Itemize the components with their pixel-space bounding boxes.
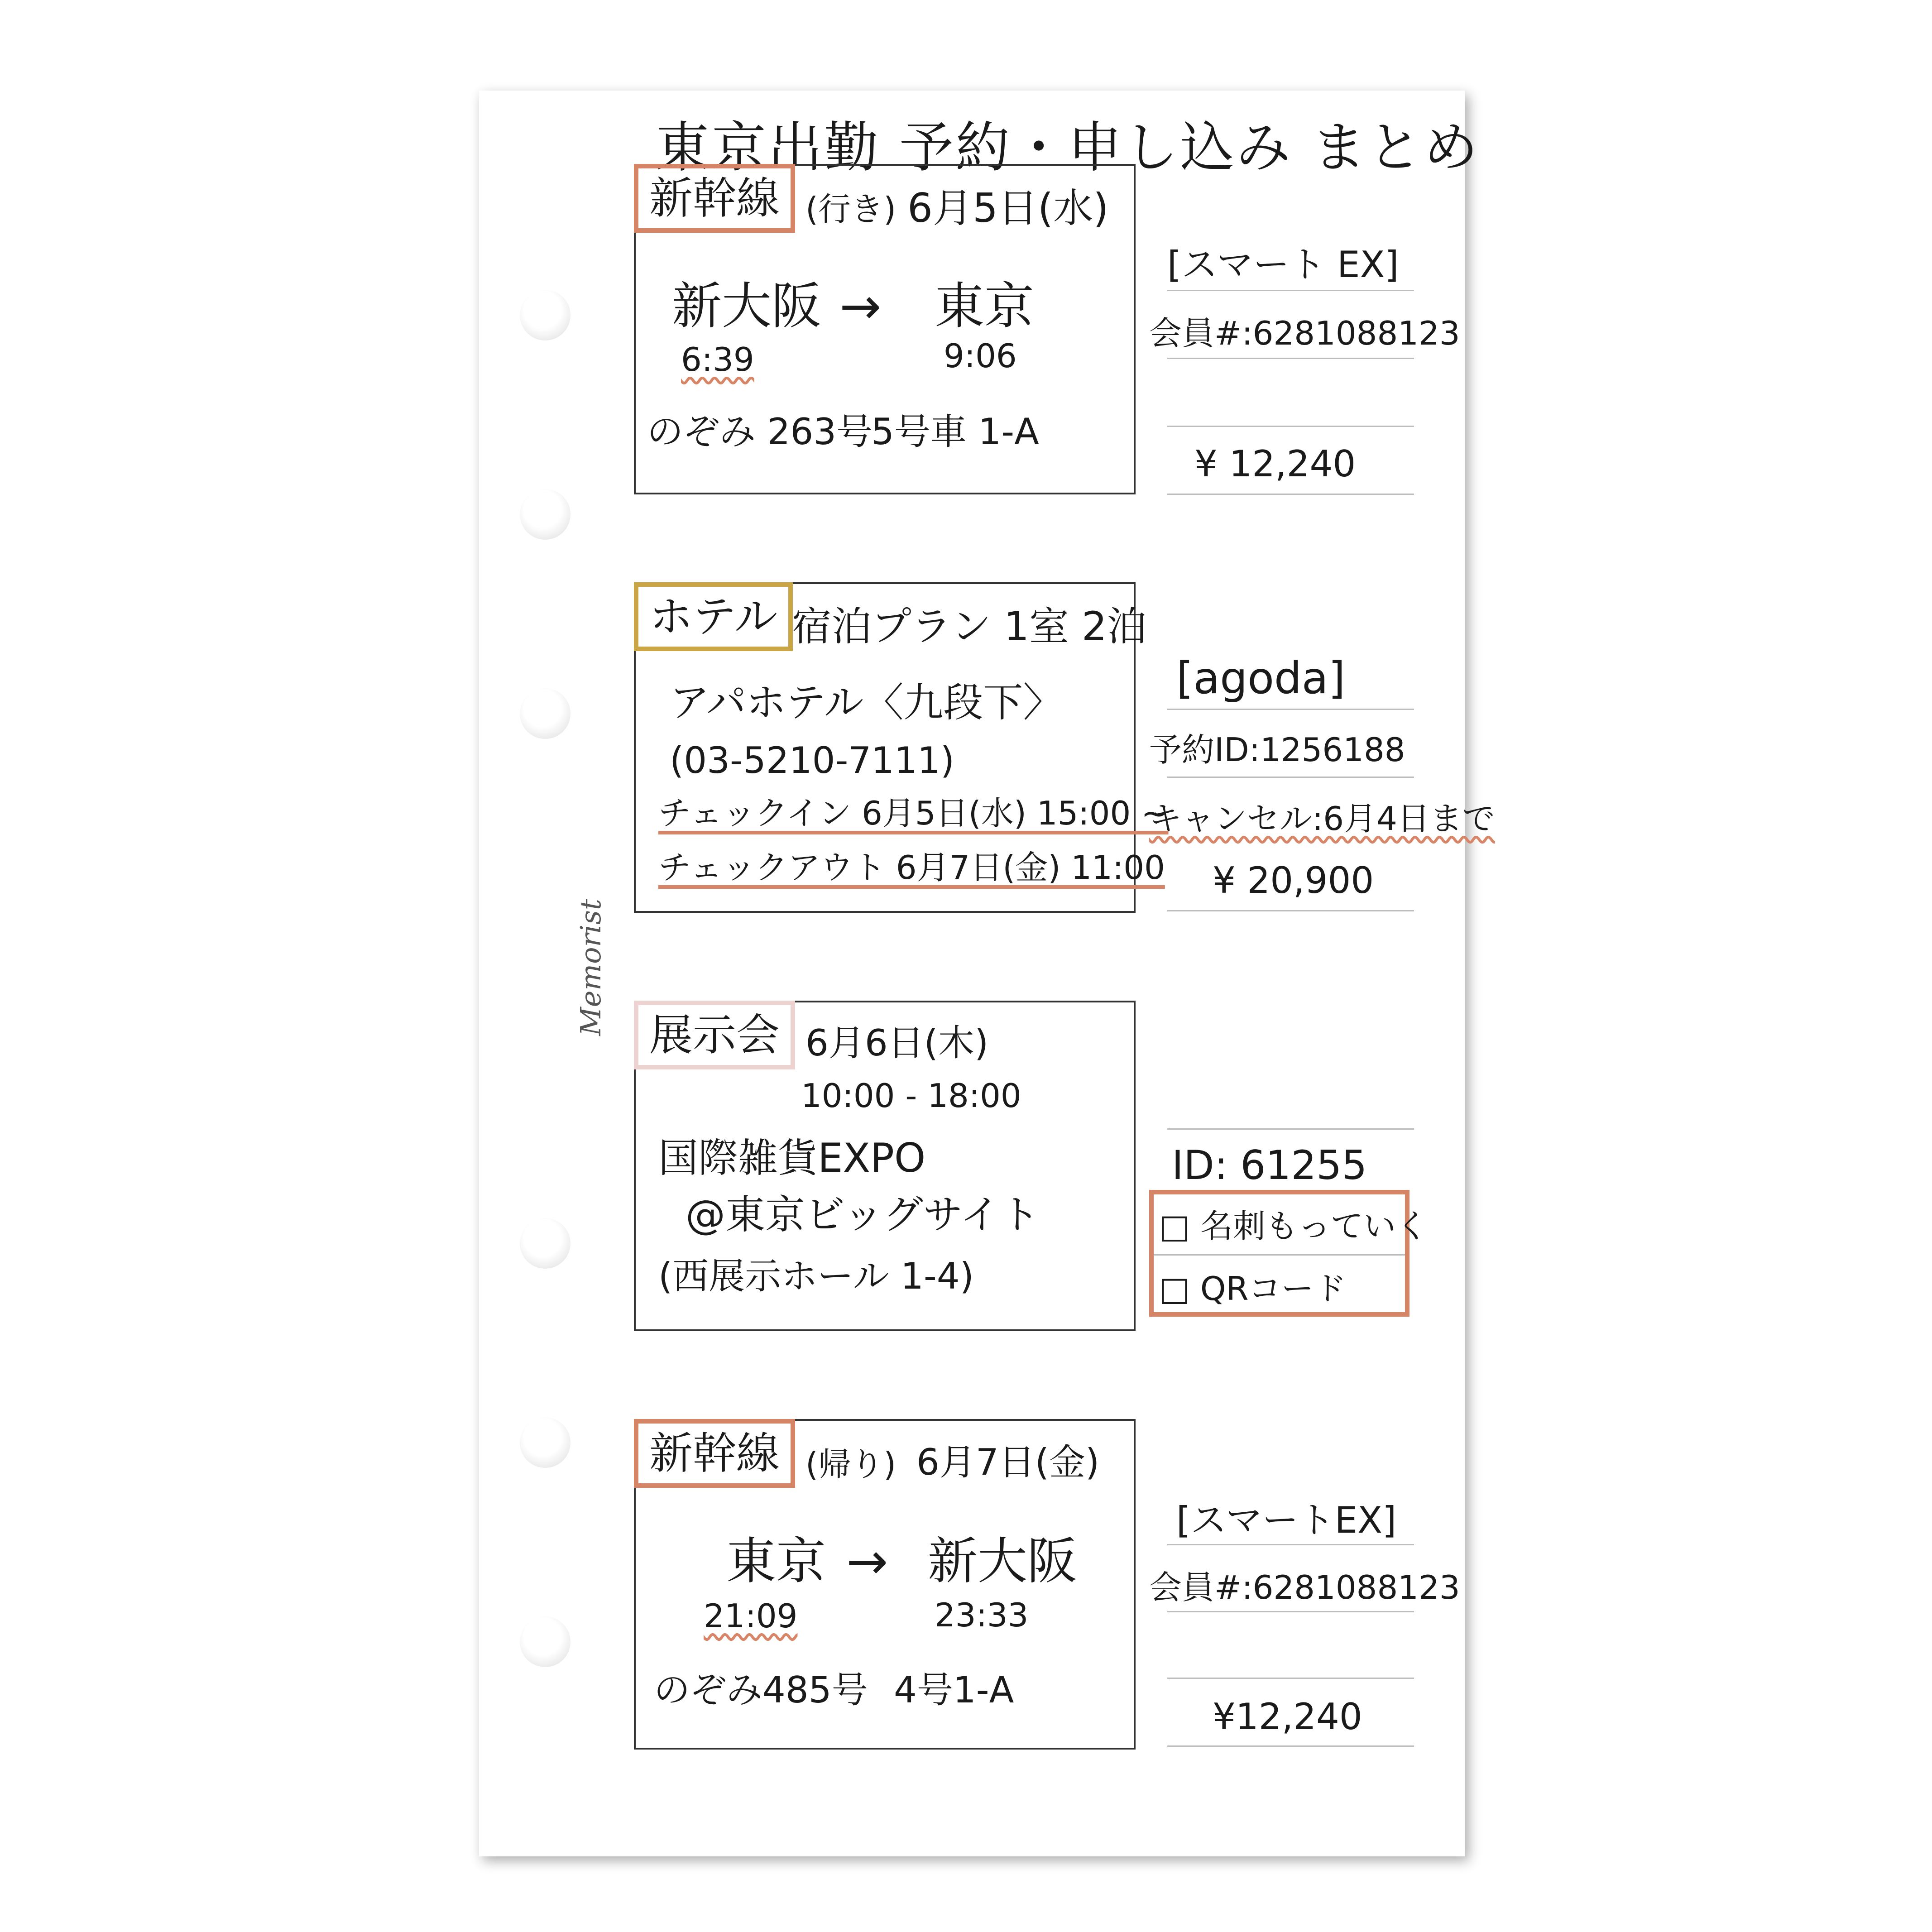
hotel-cancel: キャンセル:6月4日まで xyxy=(1149,800,1495,838)
train-out-direction: (行き) xyxy=(805,190,896,228)
train-back-direction: (帰り) xyxy=(805,1445,896,1483)
hotel-plan: 宿泊プラン 1室 2泊 xyxy=(792,603,1147,650)
expo-name: 国際雑貨EXPO xyxy=(658,1135,926,1181)
train-out-to: 東京 xyxy=(935,277,1034,335)
train-out-service: [スマート EX] xyxy=(1167,244,1399,286)
expo-date: 6月6日(木) xyxy=(805,1022,989,1064)
hotel-name: アパホテル〈九段下〉 xyxy=(670,679,1063,726)
binder-hole xyxy=(520,1616,570,1667)
train-back-price: ¥12,240 xyxy=(1213,1696,1362,1738)
train-out-arrow: → xyxy=(839,277,882,335)
binder-hole xyxy=(520,1417,570,1468)
binder-hole xyxy=(520,688,570,739)
rule xyxy=(1167,1611,1414,1612)
binder-hole xyxy=(520,290,570,340)
hotel-reservation: 予約ID:1256188 xyxy=(1149,731,1405,769)
expo-card xyxy=(634,1001,1136,1331)
train-out-seat: 5号車 1-A xyxy=(871,411,1039,453)
train-back-date: 6月7日(金) xyxy=(916,1441,1100,1483)
expo-id: ID: 61255 xyxy=(1172,1142,1367,1189)
rule xyxy=(1167,709,1414,710)
train-out-arrive-time: 9:06 xyxy=(944,337,1017,375)
train-back-train: のぞみ485号 xyxy=(654,1669,868,1711)
train-back-arrow: → xyxy=(846,1532,888,1590)
expo-checklist xyxy=(1149,1190,1429,1317)
hotel-checkout: チェックアウト 6月7日(金) 11:00 xyxy=(658,849,1165,887)
train-back-tag: 新幹線 xyxy=(634,1419,795,1488)
hotel-service: [agoda] xyxy=(1176,653,1346,704)
rule xyxy=(1167,777,1414,778)
rule xyxy=(1167,426,1414,427)
brand-logo: Memorist xyxy=(574,899,607,1036)
binder-hole xyxy=(520,1218,570,1269)
train-back-arrive-time: 23:33 xyxy=(935,1596,1029,1634)
train-out-date: 6月5日(水) xyxy=(907,185,1109,231)
expo-venue: @東京ビッグサイト xyxy=(686,1191,1040,1238)
train-out-train: のぞみ 263号 xyxy=(647,411,873,453)
hotel-checkin: チェックイン 6月5日(水) 15:00 ~ xyxy=(658,794,1169,832)
expo-tag: 展示会 xyxy=(634,1001,795,1069)
train-back-member: 会員#:6281088123 xyxy=(1149,1568,1460,1606)
rule xyxy=(1167,910,1414,911)
rule xyxy=(1154,1254,1405,1256)
train-out-member: 会員#:6281088123 xyxy=(1149,314,1460,352)
rule xyxy=(1167,1678,1414,1679)
train-back-from: 東京 xyxy=(726,1532,826,1590)
binder-hole xyxy=(520,489,570,540)
hotel-phone: (03-5210-7111) xyxy=(670,739,955,781)
train-back-card xyxy=(634,1419,1136,1750)
planner-page xyxy=(479,91,1495,1856)
train-out-card xyxy=(634,164,1136,494)
checklist-item[interactable]: □ 名刺もっていく xyxy=(1159,1207,1429,1245)
rule xyxy=(1167,1544,1414,1545)
rule xyxy=(1167,1128,1414,1130)
train-back-service: [スマートEX] xyxy=(1176,1499,1397,1541)
train-out-price: ¥ 12,240 xyxy=(1194,443,1356,485)
train-back-depart-time: 21:09 xyxy=(704,1597,798,1635)
rule xyxy=(1167,290,1414,291)
hotel-card xyxy=(634,582,1169,913)
train-out-from: 新大阪 xyxy=(672,277,821,335)
hotel-price: ¥ 20,900 xyxy=(1213,859,1374,901)
train-out-depart-time: 6:39 xyxy=(681,340,754,379)
checklist-item[interactable]: □ QRコード xyxy=(1159,1270,1347,1308)
train-out-tag: 新幹線 xyxy=(634,164,795,233)
expo-time: 10:00 - 18:00 xyxy=(801,1077,1021,1115)
page-title: 東京出勤 予約・申し込み まとめ xyxy=(656,116,1480,179)
expo-hall: (西展示ホール 1-4) xyxy=(658,1255,974,1297)
hotel-tag: ホテル xyxy=(634,582,793,651)
rule xyxy=(1167,358,1414,359)
rule xyxy=(1167,1745,1414,1747)
rule xyxy=(1167,494,1414,495)
train-back-seat: 4号1-A xyxy=(894,1669,1014,1711)
train-back-to: 新大阪 xyxy=(928,1532,1077,1590)
